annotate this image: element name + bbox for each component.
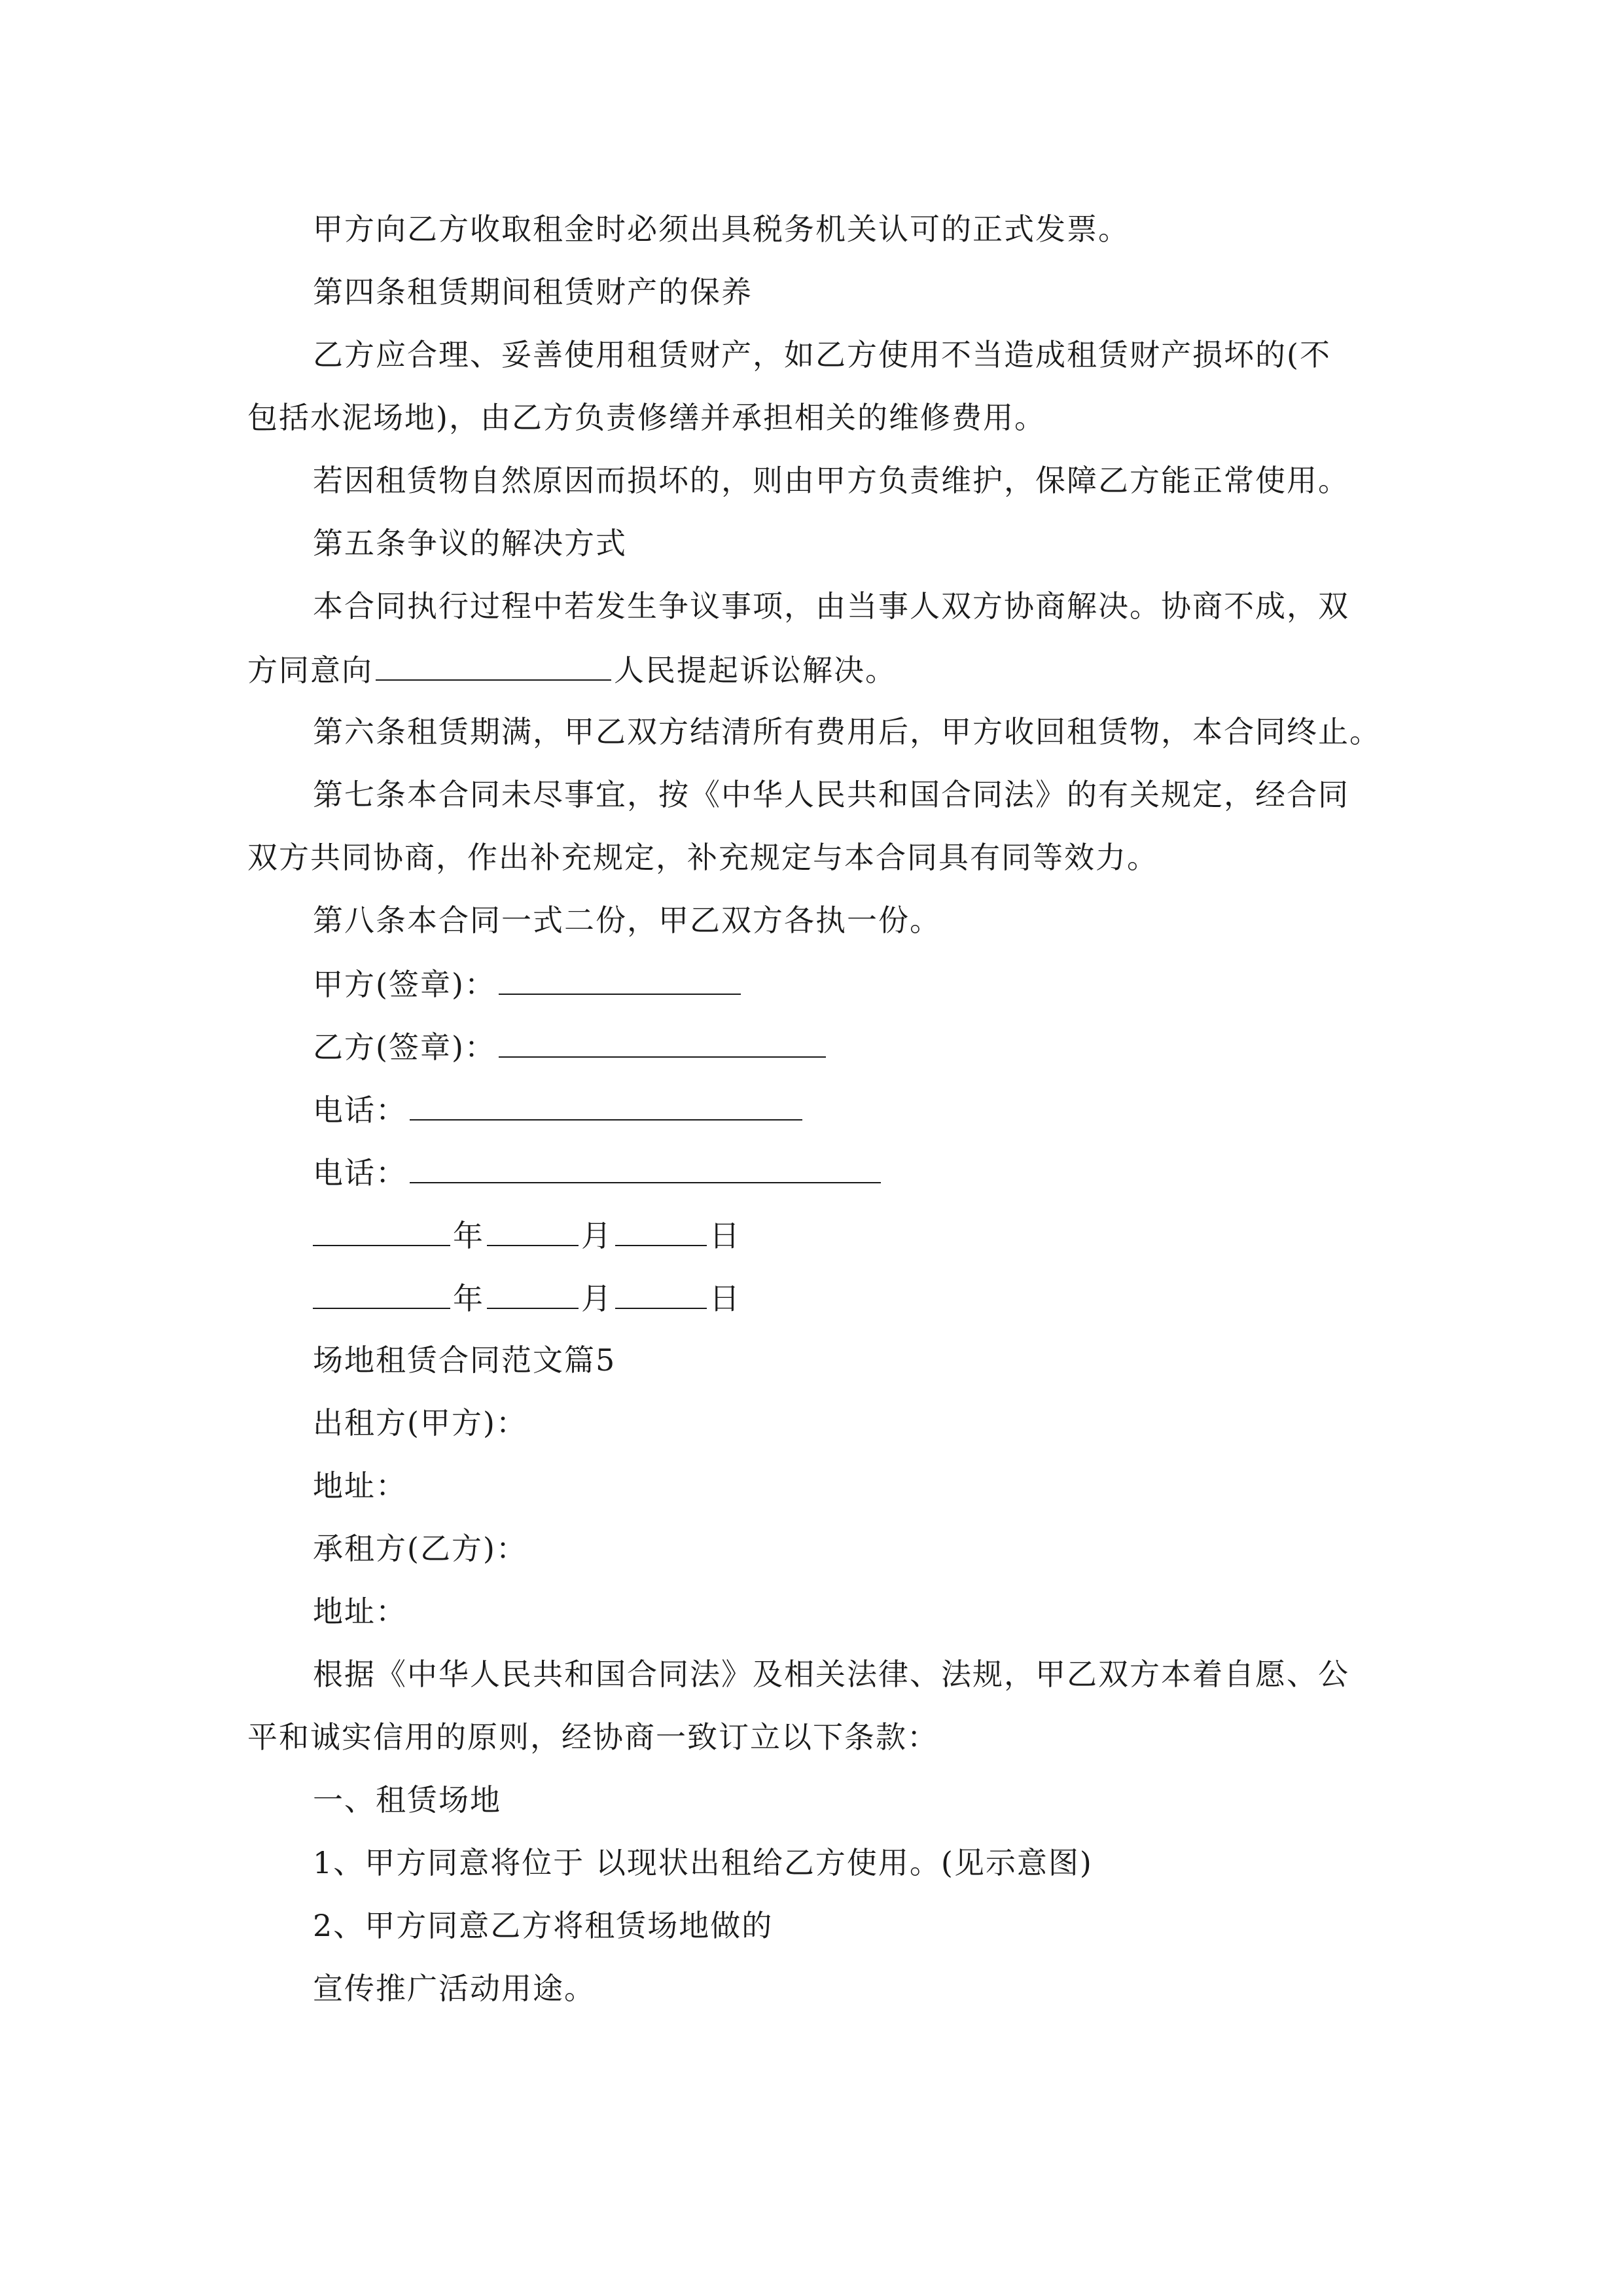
court-blank bbox=[376, 649, 611, 681]
phone-2-label: 电话： bbox=[313, 1155, 407, 1191]
court-suffix: 人民提起诉讼解决。 bbox=[614, 653, 897, 688]
day-label-2: 日 bbox=[709, 1281, 741, 1316]
paragraph-basis-2: 平和诚实信用的原则，经协商一致订立以下条款： bbox=[247, 1719, 938, 1755]
phone-1-blank bbox=[410, 1089, 802, 1121]
paragraph-article-7-2: 双方共同协商，作出补充规定，补充规定与本合同具有同等效力。 bbox=[247, 840, 1158, 875]
date-line-1 bbox=[313, 1215, 741, 1255]
phone-line-2 bbox=[313, 1152, 883, 1193]
clause-1: 1、甲方同意将位于 以现状出租给乙方使用。(见示意图) bbox=[313, 1845, 1093, 1880]
party-b-blank bbox=[499, 1026, 826, 1058]
heading-lease-site: 一、租赁场地 bbox=[313, 1782, 501, 1818]
month-blank-2 bbox=[487, 1278, 579, 1309]
lessor-label: 出租方(甲方)： bbox=[313, 1405, 527, 1441]
signature-party-b bbox=[313, 1026, 829, 1067]
court-prefix: 方同意向 bbox=[247, 653, 373, 688]
day-blank-2 bbox=[615, 1278, 707, 1309]
paragraph-maintenance-2: 包括水泥场地)，由乙方负责修缮并承担相关的维修费用。 bbox=[247, 400, 1046, 435]
heading-article-5: 第五条争议的解决方式 bbox=[313, 526, 627, 561]
paragraph-natural-damage: 若因租赁物自然原因而损坏的，则由甲方负责维护，保障乙方能正常使用。 bbox=[313, 463, 1349, 498]
party-a-label: 甲方(签章)： bbox=[313, 967, 496, 1002]
month-label-1: 月 bbox=[581, 1218, 613, 1253]
section-title-template-5: 场地租赁合同范文篇5 bbox=[313, 1342, 616, 1378]
year-label-1: 年 bbox=[453, 1218, 484, 1253]
signature-party-a bbox=[313, 963, 743, 1004]
party-b-label: 乙方(签章)： bbox=[313, 1030, 496, 1065]
day-label-1: 日 bbox=[709, 1218, 741, 1253]
paragraph-basis-1: 根据《中华人民共和国合同法》及相关法律、法规，甲乙双方本着自愿、公 bbox=[313, 1657, 1349, 1692]
paragraph-dispute-2 bbox=[247, 649, 897, 690]
month-blank-1 bbox=[487, 1215, 579, 1246]
lessor-address-label: 地址： bbox=[313, 1468, 407, 1503]
paragraph-invoice: 甲方向乙方收取租金时必须出具税务机关认可的正式发票。 bbox=[313, 211, 1130, 247]
paragraph-article-7-1: 第七条本合同未尽事宜，按《中华人民共和国合同法》的有关规定，经合同 bbox=[313, 777, 1349, 812]
paragraph-article-8: 第八条本合同一式二份，甲乙双方各执一份。 bbox=[313, 903, 941, 938]
year-label-2: 年 bbox=[453, 1281, 484, 1316]
phone-line-1 bbox=[313, 1089, 805, 1130]
paragraph-maintenance-1: 乙方应合理、妥善使用租赁财产，如乙方使用不当造成租赁财产损坏的(不 bbox=[313, 337, 1331, 372]
phone-2-blank bbox=[410, 1152, 881, 1183]
clause-2: 2、甲方同意乙方将租赁场地做的 bbox=[313, 1908, 774, 1943]
year-blank-1 bbox=[313, 1215, 450, 1246]
lessee-address-label: 地址： bbox=[313, 1594, 407, 1629]
clause-2-continued: 宣传推广活动用途。 bbox=[313, 1971, 596, 2006]
lessee-label: 承租方(乙方)： bbox=[313, 1531, 527, 1566]
day-blank-1 bbox=[615, 1215, 707, 1246]
paragraph-article-6: 第六条租赁期满，甲乙双方结清所有费用后，甲方收回租赁物，本合同终止。 bbox=[313, 714, 1381, 749]
month-label-2: 月 bbox=[581, 1281, 613, 1316]
heading-article-4: 第四条租赁期间租赁财产的保养 bbox=[313, 274, 753, 310]
party-a-blank bbox=[499, 963, 741, 995]
paragraph-dispute-1: 本合同执行过程中若发生争议事项，由当事人双方协商解决。协商不成，双 bbox=[313, 588, 1349, 624]
year-blank-2 bbox=[313, 1278, 450, 1309]
date-line-2 bbox=[313, 1278, 741, 1318]
phone-1-label: 电话： bbox=[313, 1092, 407, 1128]
